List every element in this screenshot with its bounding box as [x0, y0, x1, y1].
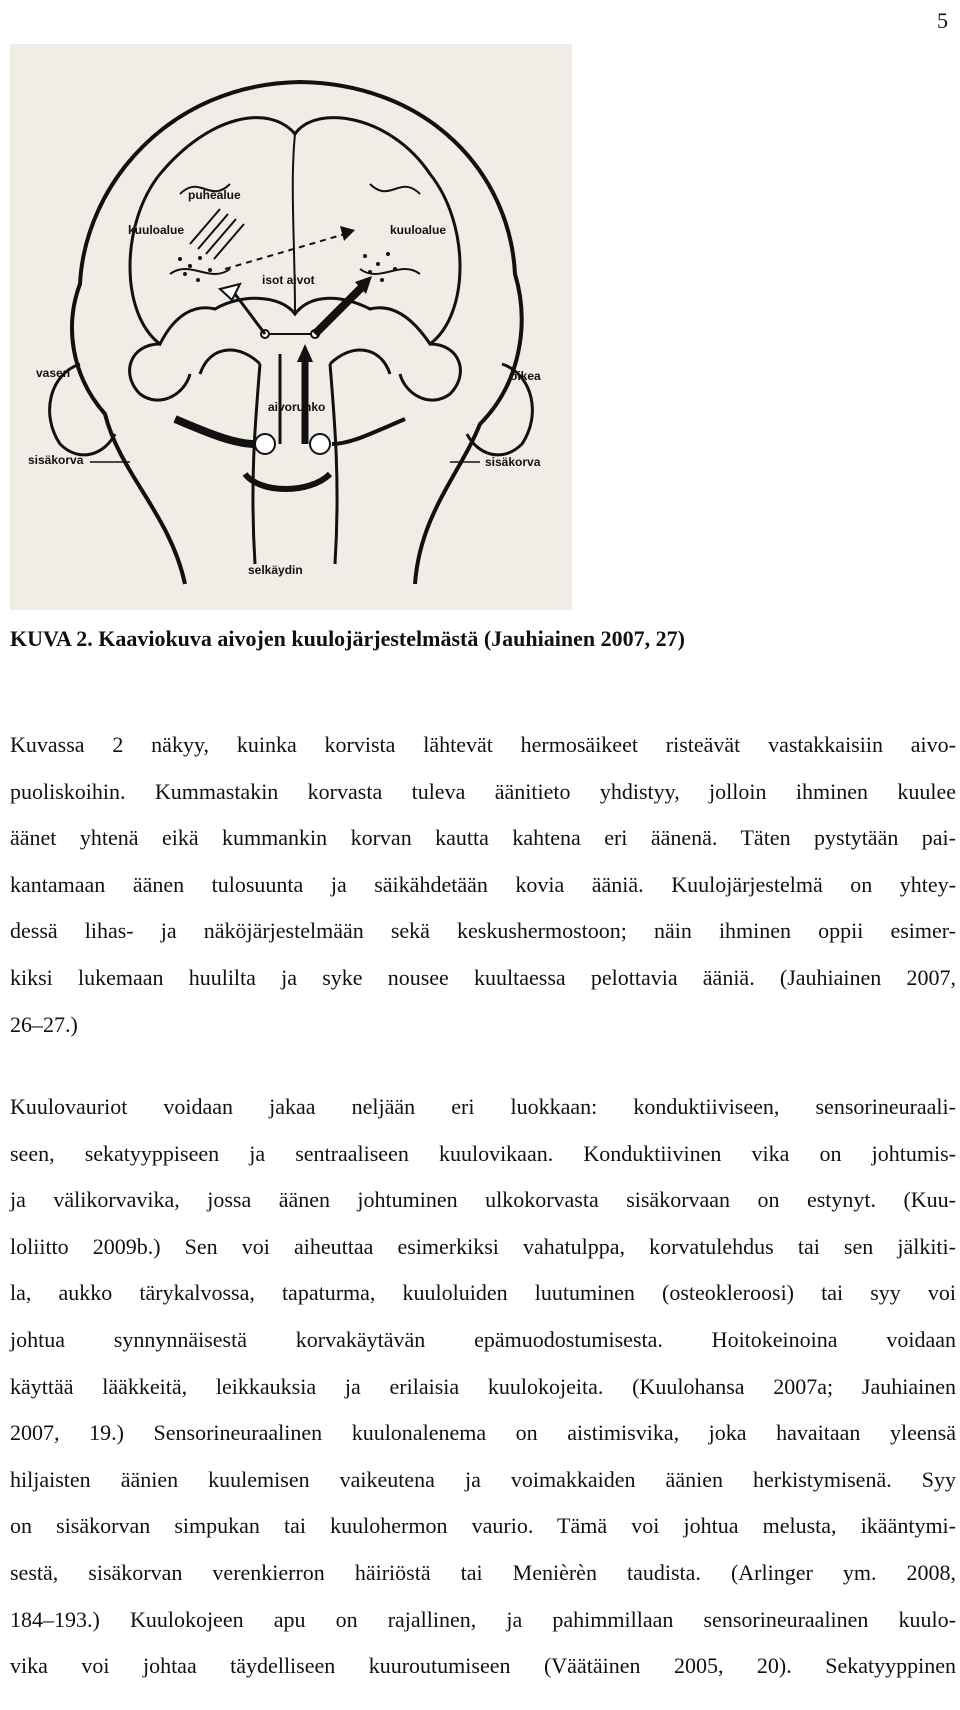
- text-line: kiksi lukemaan huulilta ja syke nousee kuultaessa pelottavia ääniä. (Jauhiainen 2007,: [10, 964, 956, 990]
- text-line: Kuvassa 2 näkyy, kuinka korvista lähtevät hermosäikeet risteävät vastakkaisiin aivo-: [10, 732, 956, 757]
- label-isot-aivot: isot aivot: [262, 273, 315, 287]
- text-line: la, aukko tärykalvossa, tapaturma, kuuloluiden luutuminen (osteokleroosi) tai syy voi: [10, 1280, 956, 1306]
- label-vasen: vasen: [36, 366, 71, 380]
- brain-auditory-diagram: [10, 44, 572, 610]
- text-line: puoliskoihin. Kummastakin korvasta tuleva äänitieto yhdistyy, jolloin ihminen kuulee: [10, 778, 956, 804]
- text-line: hiljaisten äänien kuulemisen vaikeutena ja voimakkaiden äänien herkistymisenä. Syy: [10, 1466, 956, 1492]
- label-sisakorva-right: sisäkorva: [485, 455, 541, 469]
- brainstem: [253, 364, 337, 564]
- text-line: sestä, sisäkorvan verenkierron häiriöstä tai Menièrèn taudista. (Arlinger ym. 2008,: [10, 1559, 956, 1585]
- text-line: on sisäkorvan simpukan tai kuulohermon vaurio. Tämä voi johtua melusta, ikääntymi-: [10, 1513, 956, 1539]
- label-sisakorva-left: sisäkorva: [28, 453, 84, 467]
- text-line: 184–193.) Kuulokojeen apu on rajallinen, ja pahimmillaan sensorineuraalinen kuulo-: [10, 1606, 956, 1632]
- text-line: käyttää lääkkeitä, leikkauksia ja erilaisia kuulokojeita. (Kuulohansa 2007a; Jauhiainen: [10, 1373, 956, 1399]
- paragraph-2: [10, 1084, 956, 1690]
- text-line: seen, sekatyyppiseen ja sentraaliseen kuulovikaan. Konduktiivinen vika on johtumis-: [10, 1140, 956, 1166]
- text-line: loliitto 2009b.) Sen voi aiheuttaa esimerkiksi vahatulppa, korvatulehdus tai sen jälkiti-: [10, 1233, 956, 1259]
- text-line: ja välikorvavika, jossa äänen johtuminen ulkokorvasta sisäkorvaan on estynyt. (Kuu-: [10, 1187, 956, 1213]
- label-selkaydin: selkäydin: [248, 563, 303, 577]
- text-line: 2007, 19.) Sensorineuraalinen kuulonalenema on aistimisvika, joka havaitaan yleensä: [10, 1420, 956, 1446]
- cerebellum: [200, 350, 390, 374]
- label-kuuloalue-left: kuuloalue: [128, 223, 185, 237]
- text-line: Kuulovauriot voidaan jakaa neljään eri luokkaan: konduktiiviseen, sensorineuraali-: [10, 1094, 956, 1119]
- text-line: johtua synnynnäisestä korvakäytävän epämuodostumisesta. Hoitokeinoina voidaan: [10, 1326, 956, 1352]
- text-line: vika voi johtaa täydelliseen kuuroutumiseen (Väätäinen 2005, 20). Sekatyyppinen: [10, 1653, 956, 1679]
- label-kuuloalue-right: kuuloalue: [390, 223, 447, 237]
- page-number: 5: [937, 8, 948, 33]
- paragraph-1: [10, 722, 956, 1048]
- label-puhealue: puhealue: [188, 188, 241, 202]
- label-oikea: oikea: [510, 369, 541, 383]
- figure-caption: KUVA 2. Kaaviokuva aivojen kuulojärjestelmästä (Jauhiainen 2007, 27): [10, 626, 685, 651]
- text-line: 26–27.): [10, 1011, 78, 1037]
- label-aivorunko: aivorunko: [268, 400, 326, 414]
- text-line: äänet yhtenä eikä kummankin korvan kautta kahtena eri äänenä. Täten pystytään pai-: [10, 825, 956, 851]
- text-line: dessä lihas- ja näköjärjestelmään sekä keskushermostoon; näin ihminen oppii esimer-: [10, 918, 956, 944]
- text-line: kantamaan äänen tulosuunta ja säikähdetään kovia ääniä. Kuulojärjestelmä on yhtey-: [10, 871, 956, 897]
